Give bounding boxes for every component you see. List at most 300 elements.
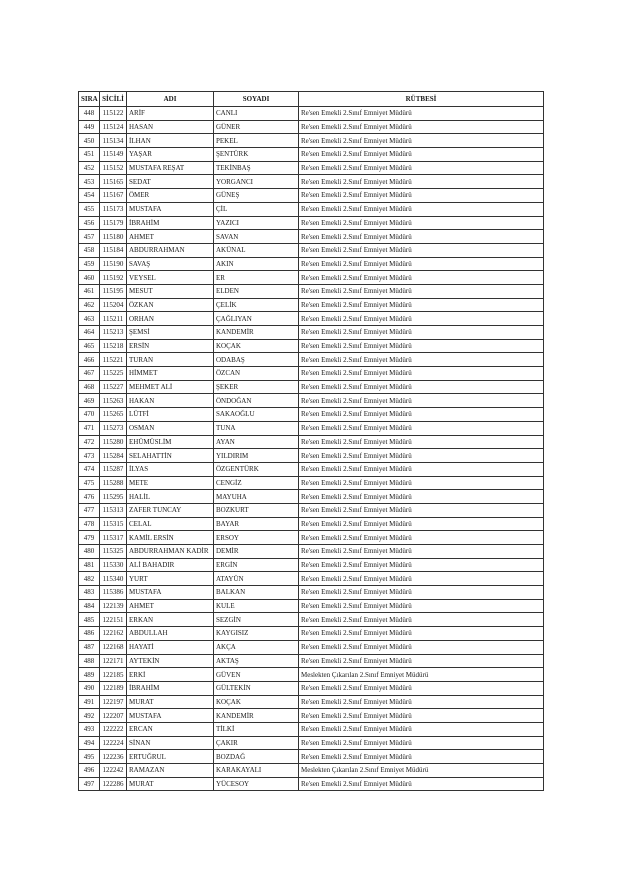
cell-adi: SİNAN	[127, 736, 214, 750]
cell-soyadi: GÜNER	[214, 120, 299, 134]
cell-soyadi: TİLKİ	[214, 722, 299, 736]
cell-soyadi: BOZKURT	[214, 503, 299, 517]
cell-sira: 466	[79, 353, 100, 367]
cell-adi: HİMMET	[127, 367, 214, 381]
cell-sicil: 115313	[100, 503, 127, 517]
cell-soyadi: GÜNEŞ	[214, 189, 299, 203]
cell-sicil: 115288	[100, 476, 127, 490]
cell-adi: ERKİ	[127, 668, 214, 682]
cell-sira: 481	[79, 558, 100, 572]
cell-sicil: 115225	[100, 367, 127, 381]
cell-soyadi: ÖNDOĞAN	[214, 394, 299, 408]
cell-soyadi: BOZDAĞ	[214, 750, 299, 764]
cell-rutbe: Re'sen Emekli 2.Sınıf Emniyet Müdürü	[299, 284, 544, 298]
cell-adi: EHÜMÜSLİM	[127, 435, 214, 449]
cell-sira: 473	[79, 449, 100, 463]
cell-soyadi: ER	[214, 271, 299, 285]
cell-rutbe: Re'sen Emekli 2.Sınıf Emniyet Müdürü	[299, 243, 544, 257]
cell-sicil: 122207	[100, 709, 127, 723]
cell-sicil: 122197	[100, 695, 127, 709]
cell-adi: LÜTFİ	[127, 408, 214, 422]
cell-rutbe: Re'sen Emekli 2.Sınıf Emniyet Müdürü	[299, 599, 544, 613]
cell-sicil: 115213	[100, 326, 127, 340]
table-row	[79, 326, 544, 340]
cell-adi: AHMET	[127, 230, 214, 244]
cell-sira: 456	[79, 216, 100, 230]
cell-sicil: 122139	[100, 599, 127, 613]
cell-rutbe: Re'sen Emekli 2.Sınıf Emniyet Müdürü	[299, 695, 544, 709]
cell-sira: 486	[79, 627, 100, 641]
table-row	[79, 284, 544, 298]
cell-rutbe: Re'sen Emekli 2.Sınıf Emniyet Müdürü	[299, 709, 544, 723]
cell-sicil: 122242	[100, 764, 127, 778]
cell-rutbe: Re'sen Emekli 2.Sınıf Emniyet Müdürü	[299, 148, 544, 162]
table-row	[79, 298, 544, 312]
table-row	[79, 750, 544, 764]
cell-rutbe: Re'sen Emekli 2.Sınıf Emniyet Müdürü	[299, 298, 544, 312]
cell-adi: MUSTAFA	[127, 709, 214, 723]
cell-adi: HAKAN	[127, 394, 214, 408]
cell-adi: MURAT	[127, 777, 214, 791]
cell-sicil: 122162	[100, 627, 127, 641]
cell-sira: 463	[79, 312, 100, 326]
cell-soyadi: AKÇA	[214, 640, 299, 654]
cell-soyadi: KARAKAYALI	[214, 764, 299, 778]
cell-rutbe: Re'sen Emekli 2.Sınıf Emniyet Müdürü	[299, 257, 544, 271]
cell-soyadi: AYAN	[214, 435, 299, 449]
table-row	[79, 202, 544, 216]
cell-rutbe: Re'sen Emekli 2.Sınıf Emniyet Müdürü	[299, 202, 544, 216]
cell-sicil: 115265	[100, 408, 127, 422]
cell-sicil: 115180	[100, 230, 127, 244]
table-row	[79, 462, 544, 476]
cell-adi: İBRAHİM	[127, 681, 214, 695]
cell-sira: 449	[79, 120, 100, 134]
cell-rutbe: Re'sen Emekli 2.Sınıf Emniyet Müdürü	[299, 189, 544, 203]
cell-sira: 464	[79, 326, 100, 340]
cell-rutbe: Re'sen Emekli 2.Sınıf Emniyet Müdürü	[299, 640, 544, 654]
cell-soyadi: KANDEMİR	[214, 326, 299, 340]
table-row	[79, 668, 544, 682]
table-row	[79, 243, 544, 257]
cell-adi: ABDURRAHMAN	[127, 243, 214, 257]
cell-sira: 450	[79, 134, 100, 148]
cell-sicil: 115325	[100, 545, 127, 559]
cell-rutbe: Re'sen Emekli 2.Sınıf Emniyet Müdürü	[299, 175, 544, 189]
table-row	[79, 107, 544, 121]
cell-sicil: 115190	[100, 257, 127, 271]
cell-soyadi: ŞENTÜRK	[214, 148, 299, 162]
cell-sicil: 115284	[100, 449, 127, 463]
cell-sicil: 115218	[100, 339, 127, 353]
cell-rutbe: Re'sen Emekli 2.Sınıf Emniyet Müdürü	[299, 750, 544, 764]
cell-sira: 478	[79, 517, 100, 531]
cell-soyadi: KULE	[214, 599, 299, 613]
cell-sira: 487	[79, 640, 100, 654]
cell-soyadi: ÇİL	[214, 202, 299, 216]
cell-adi: METE	[127, 476, 214, 490]
cell-rutbe: Re'sen Emekli 2.Sınıf Emniyet Müdürü	[299, 654, 544, 668]
cell-sicil: 115317	[100, 531, 127, 545]
table-row	[79, 572, 544, 586]
cell-adi: ALİ BAHADIR	[127, 558, 214, 572]
table-row	[79, 722, 544, 736]
cell-sira: 485	[79, 613, 100, 627]
cell-sira: 472	[79, 435, 100, 449]
table-row	[79, 599, 544, 613]
table-row	[79, 517, 544, 531]
cell-adi: OSMAN	[127, 421, 214, 435]
cell-rutbe: Re'sen Emekli 2.Sınıf Emniyet Müdürü	[299, 613, 544, 627]
cell-rutbe: Re'sen Emekli 2.Sınıf Emniyet Müdürü	[299, 558, 544, 572]
cell-rutbe: Re'sen Emekli 2.Sınıf Emniyet Müdürü	[299, 216, 544, 230]
cell-adi: MUSTAFA	[127, 586, 214, 600]
cell-sira: 477	[79, 503, 100, 517]
cell-soyadi: DEMİR	[214, 545, 299, 559]
cell-sira: 461	[79, 284, 100, 298]
cell-rutbe: Re'sen Emekli 2.Sınıf Emniyet Müdürü	[299, 681, 544, 695]
table-row	[79, 613, 544, 627]
table-row	[79, 654, 544, 668]
cell-sicil: 122168	[100, 640, 127, 654]
table-body	[79, 107, 544, 791]
cell-soyadi: YAZICI	[214, 216, 299, 230]
cell-soyadi: ÇAĞLIYAN	[214, 312, 299, 326]
cell-soyadi: KOÇAK	[214, 339, 299, 353]
cell-adi: AHMET	[127, 599, 214, 613]
cell-sira: 484	[79, 599, 100, 613]
cell-sicil: 115204	[100, 298, 127, 312]
cell-rutbe: Re'sen Emekli 2.Sınıf Emniyet Müdürü	[299, 120, 544, 134]
cell-sicil: 115173	[100, 202, 127, 216]
header-sicil: SİCİLİ	[100, 92, 127, 107]
cell-sira: 488	[79, 654, 100, 668]
cell-sira: 459	[79, 257, 100, 271]
cell-adi: MUSTAFA	[127, 202, 214, 216]
cell-rutbe: Re'sen Emekli 2.Sınıf Emniyet Müdürü	[299, 462, 544, 476]
header-sira: SIRA	[79, 92, 100, 107]
cell-sira: 469	[79, 394, 100, 408]
cell-rutbe: Re'sen Emekli 2.Sınıf Emniyet Müdürü	[299, 421, 544, 435]
cell-sira: 495	[79, 750, 100, 764]
cell-soyadi: TUNA	[214, 421, 299, 435]
cell-sicil: 115192	[100, 271, 127, 285]
table-row	[79, 175, 544, 189]
cell-sira: 492	[79, 709, 100, 723]
cell-sicil: 115330	[100, 558, 127, 572]
cell-adi: RAMAZAN	[127, 764, 214, 778]
cell-sira: 454	[79, 189, 100, 203]
cell-soyadi: ÖZCAN	[214, 367, 299, 381]
cell-adi: ERSİN	[127, 339, 214, 353]
cell-soyadi: MAYUHA	[214, 490, 299, 504]
cell-sicil: 115211	[100, 312, 127, 326]
table-row	[79, 695, 544, 709]
cell-sicil: 122189	[100, 681, 127, 695]
cell-sira: 451	[79, 148, 100, 162]
table-row	[79, 189, 544, 203]
cell-rutbe: Re'sen Emekli 2.Sınıf Emniyet Müdürü	[299, 271, 544, 285]
table-row	[79, 640, 544, 654]
cell-sicil: 115263	[100, 394, 127, 408]
cell-soyadi: TEKİNBAŞ	[214, 161, 299, 175]
cell-sira: 475	[79, 476, 100, 490]
cell-rutbe: Re'sen Emekli 2.Sınıf Emniyet Müdürü	[299, 476, 544, 490]
cell-adi: ERKAN	[127, 613, 214, 627]
cell-sira: 448	[79, 107, 100, 121]
cell-rutbe: Re'sen Emekli 2.Sınıf Emniyet Müdürü	[299, 353, 544, 367]
table-row	[79, 230, 544, 244]
cell-sicil: 115122	[100, 107, 127, 121]
cell-rutbe: Re'sen Emekli 2.Sınıf Emniyet Müdürü	[299, 367, 544, 381]
table-row	[79, 257, 544, 271]
cell-sira: 490	[79, 681, 100, 695]
cell-rutbe: Re'sen Emekli 2.Sınıf Emniyet Müdürü	[299, 326, 544, 340]
cell-soyadi: BALKAN	[214, 586, 299, 600]
cell-adi: HALİL	[127, 490, 214, 504]
cell-soyadi: ÖZGENTÜRK	[214, 462, 299, 476]
cell-sira: 467	[79, 367, 100, 381]
cell-adi: SAVAŞ	[127, 257, 214, 271]
cell-sicil: 115195	[100, 284, 127, 298]
cell-sicil: 115165	[100, 175, 127, 189]
cell-sicil: 122236	[100, 750, 127, 764]
cell-sira: 455	[79, 202, 100, 216]
cell-rutbe: Re'sen Emekli 2.Sınıf Emniyet Müdürü	[299, 572, 544, 586]
cell-soyadi: AKÜNAL	[214, 243, 299, 257]
cell-rutbe: Meslekten Çıkarılan 2.Sınıf Emniyet Müdürü	[299, 764, 544, 778]
cell-sicil: 115184	[100, 243, 127, 257]
cell-soyadi: SAVAN	[214, 230, 299, 244]
cell-rutbe: Re'sen Emekli 2.Sınıf Emniyet Müdürü	[299, 490, 544, 504]
cell-rutbe: Re'sen Emekli 2.Sınıf Emniyet Müdürü	[299, 408, 544, 422]
cell-sicil: 115386	[100, 586, 127, 600]
cell-sira: 462	[79, 298, 100, 312]
cell-rutbe: Re'sen Emekli 2.Sınıf Emniyet Müdürü	[299, 161, 544, 175]
cell-rutbe: Re'sen Emekli 2.Sınıf Emniyet Müdürü	[299, 517, 544, 531]
cell-rutbe: Re'sen Emekli 2.Sınıf Emniyet Müdürü	[299, 503, 544, 517]
cell-sicil: 115221	[100, 353, 127, 367]
cell-rutbe: Re'sen Emekli 2.Sınıf Emniyet Müdürü	[299, 627, 544, 641]
cell-soyadi: BAYAR	[214, 517, 299, 531]
cell-soyadi: KAYGISIZ	[214, 627, 299, 641]
cell-adi: İBRAHİM	[127, 216, 214, 230]
table-row	[79, 216, 544, 230]
cell-adi: ZAFER TUNCAY	[127, 503, 214, 517]
cell-sira: 483	[79, 586, 100, 600]
cell-adi: ÖMER	[127, 189, 214, 203]
table-row	[79, 764, 544, 778]
cell-adi: MEHMET ALİ	[127, 380, 214, 394]
cell-sicil: 115152	[100, 161, 127, 175]
cell-sira: 458	[79, 243, 100, 257]
cell-adi: MURAT	[127, 695, 214, 709]
cell-sira: 465	[79, 339, 100, 353]
cell-rutbe: Re'sen Emekli 2.Sınıf Emniyet Müdürü	[299, 312, 544, 326]
cell-rutbe: Re'sen Emekli 2.Sınıf Emniyet Müdürü	[299, 586, 544, 600]
cell-adi: YAŞAR	[127, 148, 214, 162]
table-row	[79, 353, 544, 367]
cell-sicil: 115124	[100, 120, 127, 134]
cell-adi: ABDULLAH	[127, 627, 214, 641]
table-row	[79, 421, 544, 435]
header-soyadi: SOYADI	[214, 92, 299, 107]
cell-soyadi: YILDIRIM	[214, 449, 299, 463]
table-row	[79, 312, 544, 326]
cell-adi: TURAN	[127, 353, 214, 367]
cell-rutbe: Re'sen Emekli 2.Sınıf Emniyet Müdürü	[299, 722, 544, 736]
cell-sira: 489	[79, 668, 100, 682]
cell-rutbe: Re'sen Emekli 2.Sınıf Emniyet Müdürü	[299, 545, 544, 559]
cell-sira: 494	[79, 736, 100, 750]
table-row	[79, 736, 544, 750]
table-row	[79, 435, 544, 449]
cell-sicil: 115295	[100, 490, 127, 504]
table-row	[79, 490, 544, 504]
cell-sira: 496	[79, 764, 100, 778]
cell-adi: HAYATİ	[127, 640, 214, 654]
cell-rutbe: Re'sen Emekli 2.Sınıf Emniyet Müdürü	[299, 449, 544, 463]
cell-sira: 453	[79, 175, 100, 189]
cell-sira: 497	[79, 777, 100, 791]
cell-soyadi: ELDEN	[214, 284, 299, 298]
cell-adi: MUSTAFA REŞAT	[127, 161, 214, 175]
cell-rutbe: Meslekten Çıkarılan 2.Sınıf Emniyet Müdürü	[299, 668, 544, 682]
table-header-row	[79, 92, 544, 107]
table-row	[79, 408, 544, 422]
cell-adi: AYTEKİN	[127, 654, 214, 668]
table-row	[79, 271, 544, 285]
cell-adi: HASAN	[127, 120, 214, 134]
cell-soyadi: ÇAKIR	[214, 736, 299, 750]
cell-rutbe: Re'sen Emekli 2.Sınıf Emniyet Müdürü	[299, 380, 544, 394]
cell-soyadi: GÜVEN	[214, 668, 299, 682]
cell-adi: SEDAT	[127, 175, 214, 189]
table-row	[79, 531, 544, 545]
header-adi: ADI	[127, 92, 214, 107]
cell-sira: 468	[79, 380, 100, 394]
cell-sicil: 115167	[100, 189, 127, 203]
cell-adi: ORHAN	[127, 312, 214, 326]
cell-sira: 474	[79, 462, 100, 476]
cell-soyadi: PEKEL	[214, 134, 299, 148]
cell-sicil: 122222	[100, 722, 127, 736]
cell-sicil: 122171	[100, 654, 127, 668]
table-row	[79, 681, 544, 695]
cell-sira: 457	[79, 230, 100, 244]
cell-adi: ERTUĞRUL	[127, 750, 214, 764]
cell-sicil: 115280	[100, 435, 127, 449]
cell-sicil: 115149	[100, 148, 127, 162]
cell-adi: ARİF	[127, 107, 214, 121]
cell-adi: ŞEMSİ	[127, 326, 214, 340]
cell-sira: 460	[79, 271, 100, 285]
cell-sira: 452	[79, 161, 100, 175]
table-row	[79, 476, 544, 490]
table-row	[79, 777, 544, 791]
cell-sicil: 115340	[100, 572, 127, 586]
cell-rutbe: Re'sen Emekli 2.Sınıf Emniyet Müdürü	[299, 230, 544, 244]
table-row	[79, 586, 544, 600]
cell-sira: 491	[79, 695, 100, 709]
cell-soyadi: AKTAŞ	[214, 654, 299, 668]
cell-soyadi: KANDEMİR	[214, 709, 299, 723]
table-row	[79, 545, 544, 559]
cell-sira: 493	[79, 722, 100, 736]
cell-rutbe: Re'sen Emekli 2.Sınıf Emniyet Müdürü	[299, 435, 544, 449]
table-row	[79, 558, 544, 572]
cell-soyadi: GÜLTEKİN	[214, 681, 299, 695]
cell-sicil: 115287	[100, 462, 127, 476]
cell-soyadi: SAKAOĞLU	[214, 408, 299, 422]
table-row	[79, 627, 544, 641]
header-rutbe: RÜTBESİ	[299, 92, 544, 107]
cell-sicil: 122286	[100, 777, 127, 791]
cell-sicil: 115227	[100, 380, 127, 394]
cell-adi: CELAL	[127, 517, 214, 531]
cell-soyadi: ERGİN	[214, 558, 299, 572]
cell-rutbe: Re'sen Emekli 2.Sınıf Emniyet Müdürü	[299, 339, 544, 353]
table-row	[79, 339, 544, 353]
cell-adi: YURT	[127, 572, 214, 586]
cell-soyadi: ATAYÜN	[214, 572, 299, 586]
cell-soyadi: CANLI	[214, 107, 299, 121]
cell-rutbe: Re'sen Emekli 2.Sınıf Emniyet Müdürü	[299, 134, 544, 148]
cell-sira: 476	[79, 490, 100, 504]
cell-adi: VEYSEL	[127, 271, 214, 285]
cell-adi: ABDURRAHMAN KADİR	[127, 545, 214, 559]
cell-sicil: 115134	[100, 134, 127, 148]
cell-sicil: 115273	[100, 421, 127, 435]
cell-soyadi: ERSOY	[214, 531, 299, 545]
table-row	[79, 161, 544, 175]
cell-soyadi: KOÇAK	[214, 695, 299, 709]
cell-soyadi: ŞEKER	[214, 380, 299, 394]
cell-rutbe: Re'sen Emekli 2.Sınıf Emniyet Müdürü	[299, 736, 544, 750]
cell-adi: MESUT	[127, 284, 214, 298]
cell-soyadi: YÜCESOY	[214, 777, 299, 791]
cell-sira: 482	[79, 572, 100, 586]
table-row	[79, 449, 544, 463]
cell-sicil: 122151	[100, 613, 127, 627]
cell-soyadi: YORGANCI	[214, 175, 299, 189]
cell-adi: KAMİL ERSİN	[127, 531, 214, 545]
cell-rutbe: Re'sen Emekli 2.Sınıf Emniyet Müdürü	[299, 107, 544, 121]
table-row	[79, 394, 544, 408]
cell-rutbe: Re'sen Emekli 2.Sınıf Emniyet Müdürü	[299, 394, 544, 408]
cell-adi: İLYAS	[127, 462, 214, 476]
table-row	[79, 148, 544, 162]
table-row	[79, 367, 544, 381]
table-row	[79, 503, 544, 517]
cell-soyadi: SEZGİN	[214, 613, 299, 627]
cell-sicil: 122224	[100, 736, 127, 750]
cell-soyadi: CENGİZ	[214, 476, 299, 490]
cell-adi: ÖZKAN	[127, 298, 214, 312]
cell-sira: 479	[79, 531, 100, 545]
cell-soyadi: ÇELİK	[214, 298, 299, 312]
table-row	[79, 120, 544, 134]
table-row	[79, 380, 544, 394]
cell-sicil: 122185	[100, 668, 127, 682]
cell-adi: SELAHATTİN	[127, 449, 214, 463]
cell-sira: 471	[79, 421, 100, 435]
cell-rutbe: Re'sen Emekli 2.Sınıf Emniyet Müdürü	[299, 531, 544, 545]
cell-sira: 470	[79, 408, 100, 422]
cell-adi: ERCAN	[127, 722, 214, 736]
cell-sira: 480	[79, 545, 100, 559]
table-row	[79, 709, 544, 723]
